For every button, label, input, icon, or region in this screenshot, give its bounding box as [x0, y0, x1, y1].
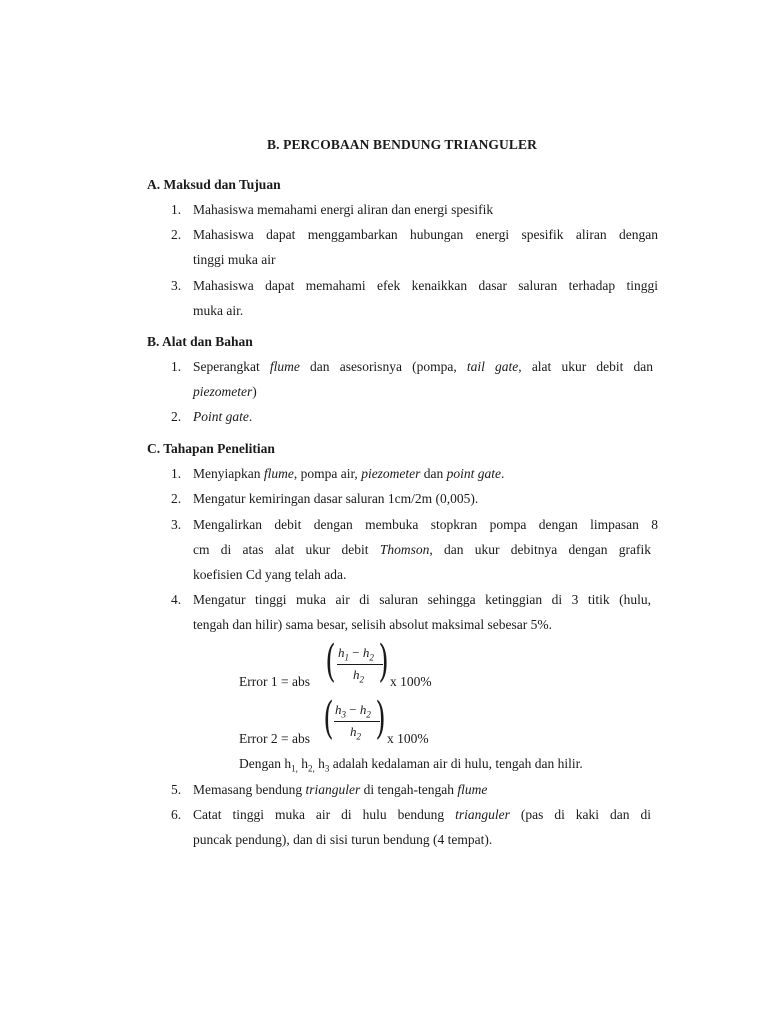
- list-item-text: tengah dan hilir) sama besar, selisih absolut maksimal sebesar 5%.: [193, 617, 552, 632]
- list-item-text: Mengatur kemiringan dasar saluran 1cm/2m (0,005).: [193, 491, 479, 506]
- section-a-heading: A. Maksud dan Tujuan: [147, 177, 281, 192]
- list-item-text: Point gate.: [193, 409, 253, 424]
- formula-suffix: x 100%: [390, 674, 432, 689]
- list-item-text: cm di atas alat ukur debit Thomson, dan ukur debitnya dengan grafik: [193, 542, 651, 557]
- list-number: 3.: [171, 278, 182, 293]
- list-item-text: puncak pendung), dan di sisi turun bendung (4 tempat).: [193, 832, 493, 847]
- list-item-text: muka air.: [193, 303, 244, 318]
- fraction-bar: [337, 664, 383, 665]
- section-b-heading: B. Alat dan Bahan: [147, 334, 253, 349]
- list-number: 5.: [171, 782, 182, 797]
- list-number: 1.: [171, 202, 182, 217]
- list-number: 2.: [171, 227, 182, 242]
- list-item-text: koefisien Cd yang telah ada.: [193, 567, 347, 582]
- list-item-text: Mahasiswa memahami energi aliran dan energi spesifik: [193, 202, 494, 217]
- list-number: 2.: [171, 409, 182, 424]
- list-number: 6.: [171, 807, 182, 822]
- right-paren: ): [378, 636, 389, 687]
- list-number: 3.: [171, 517, 182, 532]
- variable-definition: Dengan $h_{1,}$ $h_{2,}$ $h_3$ adalah kedalaman air di hulu, tengah dan hilir.: [239, 756, 583, 774]
- fraction-bar: [334, 721, 380, 722]
- list-item-text: Menyiapkan flume, pompa air, piezometer dan point gate.: [193, 466, 505, 481]
- list-number: 1.: [171, 466, 182, 481]
- fraction-denominator: $h_2$: [350, 724, 361, 742]
- fraction-numerator: $h_1 - h_2$: [338, 645, 374, 663]
- list-item-text: Mengatur tinggi muka air di saluran sehingga ketinggian di 3 titik (hulu,: [193, 592, 651, 607]
- left-paren: (: [325, 636, 336, 687]
- list-item-text: Mahasiswa dapat memahami efek kenaikkan dasar saluran terhadap tinggi: [193, 278, 658, 293]
- left-paren: (: [323, 693, 334, 744]
- fraction-denominator: $h_2$: [353, 667, 364, 685]
- formula-label: Error 1 = abs: [239, 674, 310, 689]
- list-item-text: Memasang bendung trianguler di tengah-tengah flume: [193, 782, 488, 797]
- list-item-text: piezometer): [193, 384, 257, 399]
- list-number: 1.: [171, 359, 182, 374]
- section-c-heading: C. Tahapan Penelitian: [147, 441, 275, 456]
- list-item-text: tinggi muka air: [193, 252, 276, 267]
- right-paren: ): [375, 693, 386, 744]
- page-title: B. PERCOBAAN BENDUNG TRIANGULER: [267, 137, 537, 152]
- list-number: 4.: [171, 592, 182, 607]
- list-item-text: Seperangkat flume dan asesorisnya (pompa, tail gate, alat ukur debit dan: [193, 359, 654, 374]
- list-item-text: Mahasiswa dapat menggambarkan hubungan energi spesifik aliran dengan: [193, 227, 658, 242]
- formula-label: Error 2 = abs: [239, 731, 310, 746]
- formula-suffix: x 100%: [387, 731, 429, 746]
- list-item-text: Mengalirkan debit dengan membuka stopkran pompa dengan limpasan 8: [193, 517, 658, 532]
- list-item-text: Catat tinggi muka air di hulu bendung trianguler (pas di kaki dan di: [193, 807, 651, 822]
- list-number: 2.: [171, 491, 182, 506]
- fraction-numerator: $h_3 - h_2$: [335, 702, 371, 720]
